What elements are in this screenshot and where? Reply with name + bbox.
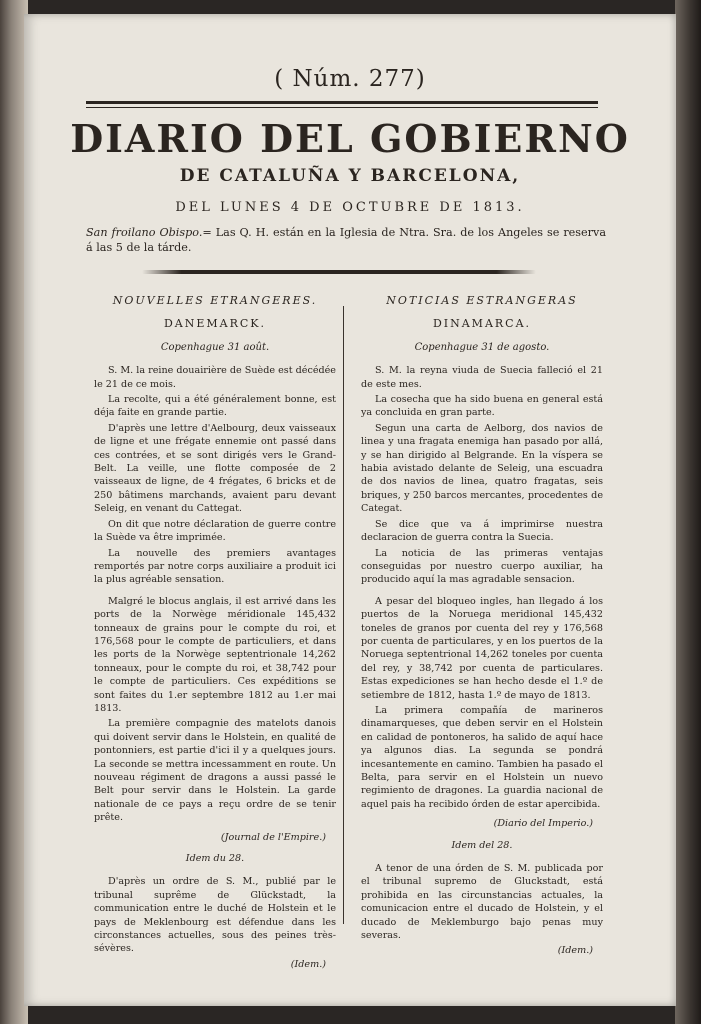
book-right-edge [675, 0, 701, 1024]
source-citation: (Journal de l'Empire.) [220, 831, 326, 843]
article-paragraph: A tenor de una órden de S. M. publicada por el tribunal supremo de Gluckstadt, está prohibida en las circunstancias actuales, la comunicacion entre el ducado de Holstein, y el ducado de Meklemburgo bajo penas muy severas. [361, 863, 603, 942]
left-column-french [94, 292, 336, 971]
article-paragraph: La recolte, qui a été généralement bonne, est déja faite en grande partie. [94, 394, 336, 419]
article-paragraph: Se dice que va á imprimirse nuestra declaracion de guerra contra la Suecia. [361, 518, 603, 544]
masthead-rule-thick [86, 101, 598, 104]
source-citation-idem: (Idem.) [557, 945, 593, 957]
newspaper-title: DIARIO DEL GOBIERNO [70, 116, 630, 161]
article-paragraph: La primera compañía de marineros dinamarqueses, que deben servir en el Holstein en calidad de pontoneros, ha salido de aquí hace ya algunos dias. La segunda se pondrá incesantemente en camino. Tambien ha pasado el Belta, para servir en el Holstein un nuevo regimiento de dragones. La guardia nacional de aquel pais ha recibido órden de estar apercibida. [361, 704, 603, 810]
article-paragraph: La première compagnie des matelots danois qui doivent servir dans le Holstein, en qualité de pontonniers, est partie d'ici il y a quelques jours. La seconde se mettra incessamment en route. Un nouveau régiment de dragons a aussi passé le Belt pour servir dans le Holstein. La garde nationale de ce pays a reçu ordre de se tenir prête. [94, 718, 336, 824]
idem-dateline: Idem du 28. [185, 853, 245, 865]
country-heading: DANEMARCK. [163, 317, 267, 331]
dateline: Copenhague 31 de agosto. [414, 341, 550, 353]
article-paragraph: D'après un ordre de S. M., publié par le tribunal suprême de Glückstadt, la communication entre le duché de Holstein et le pays de Meklenbourg est défendue dans les circonstances actuelles, sous des peines très-sévères. [94, 876, 336, 955]
article-paragraph: La noticia de las primeras ventajas conseguidas por nuestro cuerpo auxiliar, ha producido aquí la mas agradable sensacion. [361, 547, 603, 586]
article-paragraph: S. M. la reyna viuda de Suecia falleció el 21 de este mes. [361, 365, 603, 390]
section-heading: NOUVELLES ETRANGERES. [112, 294, 318, 307]
newspaper-page [24, 14, 676, 1006]
article-paragraph: D'après une lettre d'Aelbourg, deux vaisseaux de ligne et une frégate ennemie ont passé dans ces contrées, et se sont dirigés vers le Grand-Belt. La veille, une flotte composée de 2 vaisseaux de ligne, de 4 frégates, 6 bricks et de 250 bâtimens marchands, avaient paru devant Seleig, en venant du Cattegat. [94, 422, 336, 515]
idem-dateline: Idem del 28. [451, 839, 513, 851]
country-heading: DINAMARCA. [432, 317, 532, 331]
issue-number: ( Núm. 277) [274, 66, 426, 92]
saint-notice-text: = Las Q. H. están en la Iglesia de Ntra. Sra. de los Angeles se reserva á las 5 de la tárde. [86, 226, 606, 254]
article-paragraph: La cosecha que ha sido buena en general está ya concluida en gran parte. [361, 394, 603, 419]
article-paragraph: Malgré le blocus anglais, il est arrivé dans les ports de la Norwège méridionale 145,432 tonneaux de grains pour le compte du roi, et 176,568 pour le compte de particuliers, et dans les ports de la Norwège septentrionale 14,262 tonneaux, pour le compte du roi, et 38,742 pour le compte de particuliers. Ces expéditions se sont faites du 1.er septembre 1812 au 1.er mai 1813. [94, 595, 336, 714]
article-paragraph: Segun una carta de Aelborg, dos navios de linea y una fragata enemiga han pasado por allá, y se han dirigido al Belgrande. En la víspera se habia avistado delante de Seleig, una escuadra de dos navios de linea, quatro fragatas, seis briques, y 250 barcos mercantes, procedentes de Categat. [361, 422, 603, 515]
source-citation: (Diario del Imperio.) [493, 818, 593, 830]
section-divider [142, 270, 536, 274]
section-heading: NOTICIAS ESTRANGERAS [386, 294, 578, 307]
saint-notice [86, 225, 606, 255]
saint-notice-italic: San froilano Obispo. [86, 226, 203, 239]
right-column-spanish [361, 292, 603, 958]
article-paragraph: A pesar del bloqueo ingles, han llegado á los puertos de la Noruega meridional 145,432 toneles de granos por cuenta del rey y 176,568 por cuenta de particulares, y en los puertos de la Noruega septentrional 14,262 toneles por cuenta del rey, y 38,742 por cuenta de particulares. Estas expediciones se han hecho desde el 1.º de setiembre de 1812, hasta 1.º de mayo de 1813. [361, 595, 603, 701]
article-paragraph: La nouvelle des premiers avantages remportés par notre corps auxiliaire a produit ici la plus agréable sensation. [94, 547, 336, 586]
column-divider [343, 306, 344, 924]
article-paragraph: On dit que notre déclaration de guerre contre la Suède va être imprimée. [94, 518, 336, 544]
issue-date: DEL LUNES 4 DE OCTUBRE DE 1813. [175, 200, 525, 215]
masthead-rule-thin [86, 107, 598, 108]
dateline: Copenhague 31 août. [160, 341, 270, 353]
newspaper-subtitle: DE CATALUÑA Y BARCELONA, [179, 166, 521, 186]
article-paragraph: S. M. la reine douairière de Suède est décédée le 21 de ce mois. [94, 365, 336, 390]
source-citation-idem: (Idem.) [290, 958, 326, 970]
